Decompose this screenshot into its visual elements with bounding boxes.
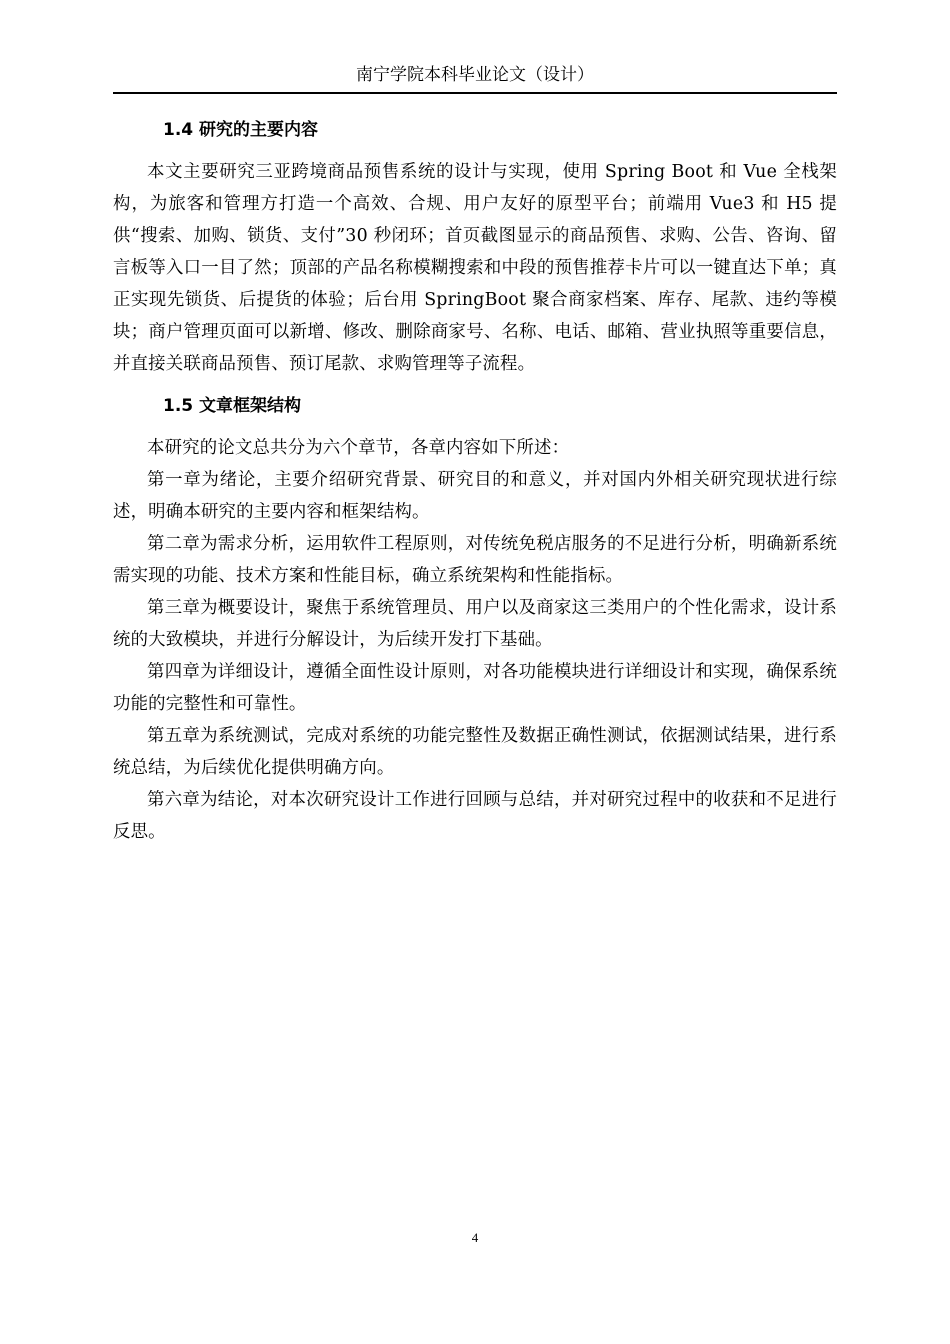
page-header: 南宁学院本科毕业论文（设计） <box>113 58 837 94</box>
chapter-paragraph: 第四章为详细设计，遵循全面性设计原则，对各功能模块进行详细设计和实现，确保系统功能的完整性和可靠性。 <box>113 662 837 714</box>
chapter-paragraph: 第一章为绪论，主要介绍研究背景、研究目的和意义，并对国内外相关研究现状进行综述，明确本研究的主要内容和框架结构。 <box>113 470 837 522</box>
chapter-paragraph: 第二章为需求分析，运用软件工程原则，对传统免税店服务的不足进行分析，明确新系统需实现的功能、技术方案和性能目标，确立系统架构和性能指标。 <box>113 534 837 586</box>
section-paragraph-1-4: 本文主要研究三亚跨境商品预售系统的设计与实现，使用 Spring Boot 和 Vue 全栈架构，为旅客和管理方打造一个高效、合规、用户友好的原型平台；前端用 Vue3 和 H5 提供“搜索、加购、锁货、支付”30 秒闭环；首页截图显示的商品预售、求购、公告、咨询、留言板等入口一目了然；顶部的产品名称模糊搜索和中段的预售推荐卡片可以一键直达下单；真正实现先锁货、后提货的体验；后台用 SpringBoot 聚合商家档案、库存、尾款、违约等模块；商户管理页面可以新增、修改、删除商家号、名称、电话、邮箱、营业执照等重要信息，并直接关联商品预售、预订尾款、求购管理等子流程。 <box>113 162 837 374</box>
chapter-paragraph: 第五章为系统测试，完成对系统的功能完整性及数据正确性测试，依据测试结果，进行系统总结，为后续优化提供明确方向。 <box>113 726 837 778</box>
section-heading-1-4: 1.4 研究的主要内容 <box>163 120 319 140</box>
chapter-paragraph: 第三章为概要设计，聚焦于系统管理员、用户以及商家这三类用户的个性化需求，设计系统的大致模块，并进行分解设计，为后续开发打下基础。 <box>113 598 837 650</box>
section-intro: 本研究的论文总共分为六个章节，各章内容如下所述： <box>147 438 570 458</box>
chapter-list <box>113 432 837 848</box>
page-number: 4 <box>471 1230 479 1245</box>
chapter-paragraph: 第六章为结论，对本次研究设计工作进行回顾与总结，并对研究过程中的收获和不足进行反思。 <box>113 790 837 842</box>
page-body <box>113 110 837 848</box>
section-heading-1-5: 1.5 文章框架结构 <box>163 396 302 416</box>
